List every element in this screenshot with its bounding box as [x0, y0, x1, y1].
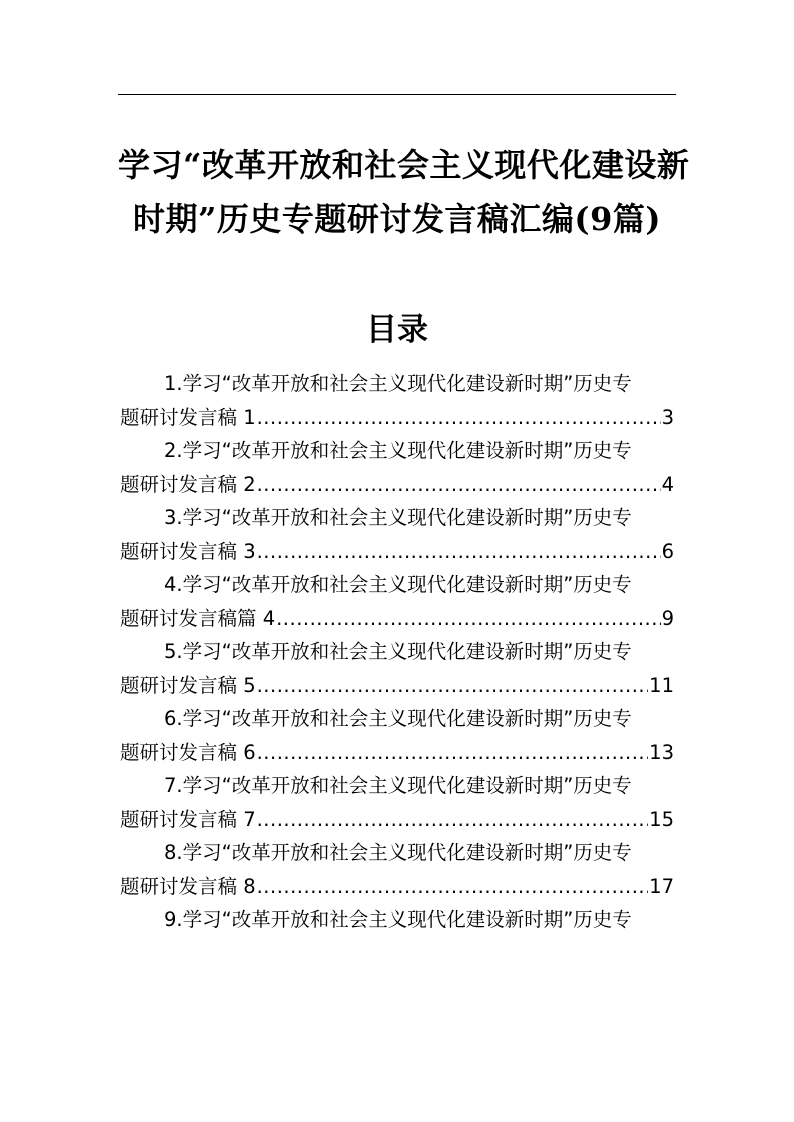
toc-page-number: 4: [661, 472, 674, 496]
toc-page-number: 17: [649, 874, 674, 898]
toc-entry-title: 1.学习“改革开放和社会主义现代化建设新时期”历史专: [164, 372, 632, 395]
toc-dot-leader: [257, 803, 649, 837]
toc-entry-title: 6.学习“改革开放和社会主义现代化建设新时期”历史专: [164, 707, 632, 730]
header-rule: [118, 94, 676, 95]
toc-entry-9[interactable]: [120, 903, 674, 937]
toc-page-number: 11: [649, 673, 674, 697]
toc-entry-title-cont: 题研讨发言稿篇 4: [120, 606, 276, 630]
table-of-contents: [120, 367, 674, 937]
toc-entry-8[interactable]: [120, 836, 674, 903]
toc-dot-leader: [257, 535, 661, 569]
toc-page-number: 6: [661, 539, 674, 563]
toc-page-number: 9: [661, 606, 674, 630]
toc-entry-7[interactable]: [120, 769, 674, 836]
toc-dot-leader: [276, 602, 660, 636]
toc-dot-leader: [257, 468, 661, 502]
toc-page-number: 3: [661, 405, 674, 429]
toc-page-number: 15: [649, 807, 674, 831]
toc-entry-title: 5.学习“改革开放和社会主义现代化建设新时期”历史专: [164, 640, 632, 663]
toc-entry-title-cont: 题研讨发言稿 5: [120, 673, 256, 697]
toc-entry-3[interactable]: [120, 501, 674, 568]
toc-entry-title-cont: 题研讨发言稿 3: [120, 539, 256, 563]
toc-entry-title: 7.学习“改革开放和社会主义现代化建设新时期”历史专: [164, 774, 632, 797]
toc-entry-title-cont: 题研讨发言稿 7: [120, 807, 256, 831]
document-title-line-1: 学习“改革开放和社会主义现代化建设新: [118, 146, 690, 184]
toc-dot-leader: [257, 669, 649, 703]
toc-page-number: 13: [649, 740, 674, 764]
toc-entry-4[interactable]: [120, 568, 674, 635]
toc-entry-2[interactable]: [120, 434, 674, 501]
toc-entry-title: 3.学习“改革开放和社会主义现代化建设新时期”历史专: [164, 506, 632, 529]
toc-heading: 目录: [366, 312, 428, 348]
toc-dot-leader: [257, 401, 661, 435]
toc-entry-title: 8.学习“改革开放和社会主义现代化建设新时期”历史专: [164, 841, 632, 864]
toc-dot-leader: [257, 736, 649, 770]
toc-entry-title-cont: 题研讨发言稿 2: [120, 472, 256, 496]
toc-entry-6[interactable]: [120, 702, 674, 769]
toc-entry-title-cont: 题研讨发言稿 8: [120, 874, 256, 898]
toc-dot-leader: [257, 870, 649, 904]
toc-entry-title: 9.学习“改革开放和社会主义现代化建设新时期”历史专: [164, 908, 632, 931]
document-title: [118, 138, 690, 246]
toc-entry-1[interactable]: [120, 367, 674, 434]
toc-entry-title-cont: 题研讨发言稿 6: [120, 740, 256, 764]
toc-entry-title: 2.学习“改革开放和社会主义现代化建设新时期”历史专: [164, 439, 632, 462]
document-title-line-2: 时期”历史专题研讨发言稿汇编(9篇): [133, 200, 661, 238]
toc-entry-title-cont: 题研讨发言稿 1: [120, 405, 256, 429]
toc-entry-5[interactable]: [120, 635, 674, 702]
toc-entry-title: 4.学习“改革开放和社会主义现代化建设新时期”历史专: [164, 573, 632, 596]
